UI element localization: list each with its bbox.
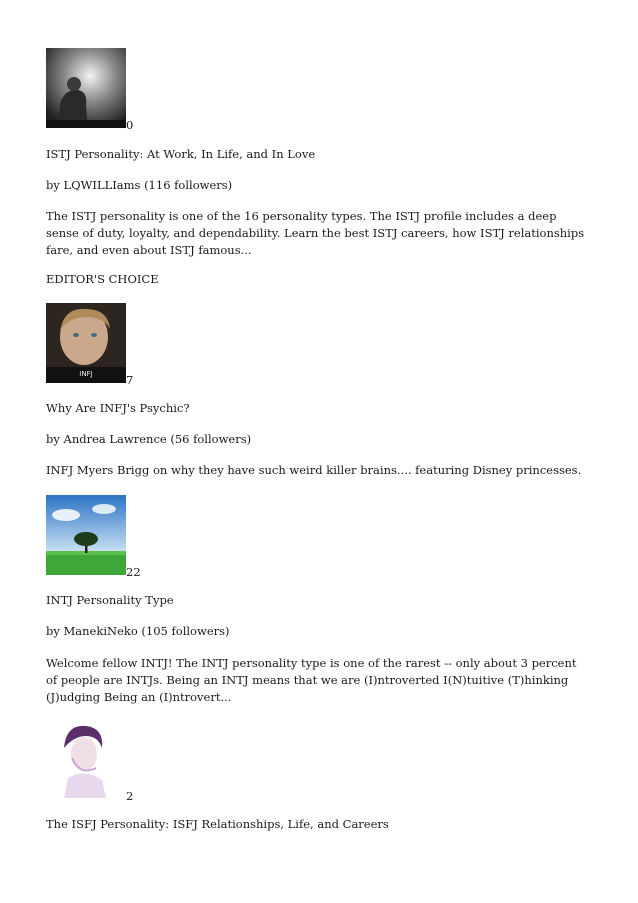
article-3-description: Welcome fellow INTJ! The INTJ personality type is one of the rarest -- only about 3 percent of people are INTJs. Being an INTJ means that we are (I)ntroverted I(N)tuitive (T)hinking (J)udging Being an (I)ntrovert... [46,656,577,704]
article-3-title[interactable]: INTJ Personality Type [46,593,174,607]
article-3-thumbnail[interactable] [46,495,126,575]
article-3-thumb-row [46,495,166,578]
article-1-byline[interactable]: by LQWILLIams (116 followers) [46,178,233,192]
article-2-thumb-caption: INFJ [79,370,93,378]
article-1-count: 0 [126,118,134,132]
article-4-thumbnail[interactable] [46,718,126,798]
article-2-description: INFJ Myers Brigg on why they have such weird killer brains.... featuring Disney princesses. [46,463,582,477]
article-2-title[interactable]: Why Are INFJ's Psychic? [46,401,190,415]
editors-choice-label: EDITOR'S CHOICE [46,272,159,286]
article-2-count: 7 [126,373,134,387]
article-1-thumbnail[interactable] [46,48,126,128]
article-2-thumb-row [46,303,166,386]
article-1-thumb-row [46,48,166,131]
article-1-description: The ISTJ personality is one of the 16 personality types. The ISTJ profile includes a deep sense of duty, loyalty, and dependability. Learn the best ISTJ careers, how ISTJ relationships fare, and even about ISTJ famous... [46,209,585,257]
article-3-count: 22 [126,565,141,579]
article-3-byline[interactable]: by ManekiNeko (105 followers) [46,624,230,638]
article-4-thumb-row [46,718,166,802]
article-2-thumbnail[interactable] [46,303,126,383]
article-1-title[interactable]: ISTJ Personality: At Work, In Life, and In Love [46,147,316,161]
article-2-byline[interactable]: by Andrea Lawrence (56 followers) [46,432,252,446]
article-4-title[interactable]: The ISFJ Personality: ISFJ Relationships, Life, and Careers [46,817,389,831]
article-4-count: 2 [126,789,134,803]
